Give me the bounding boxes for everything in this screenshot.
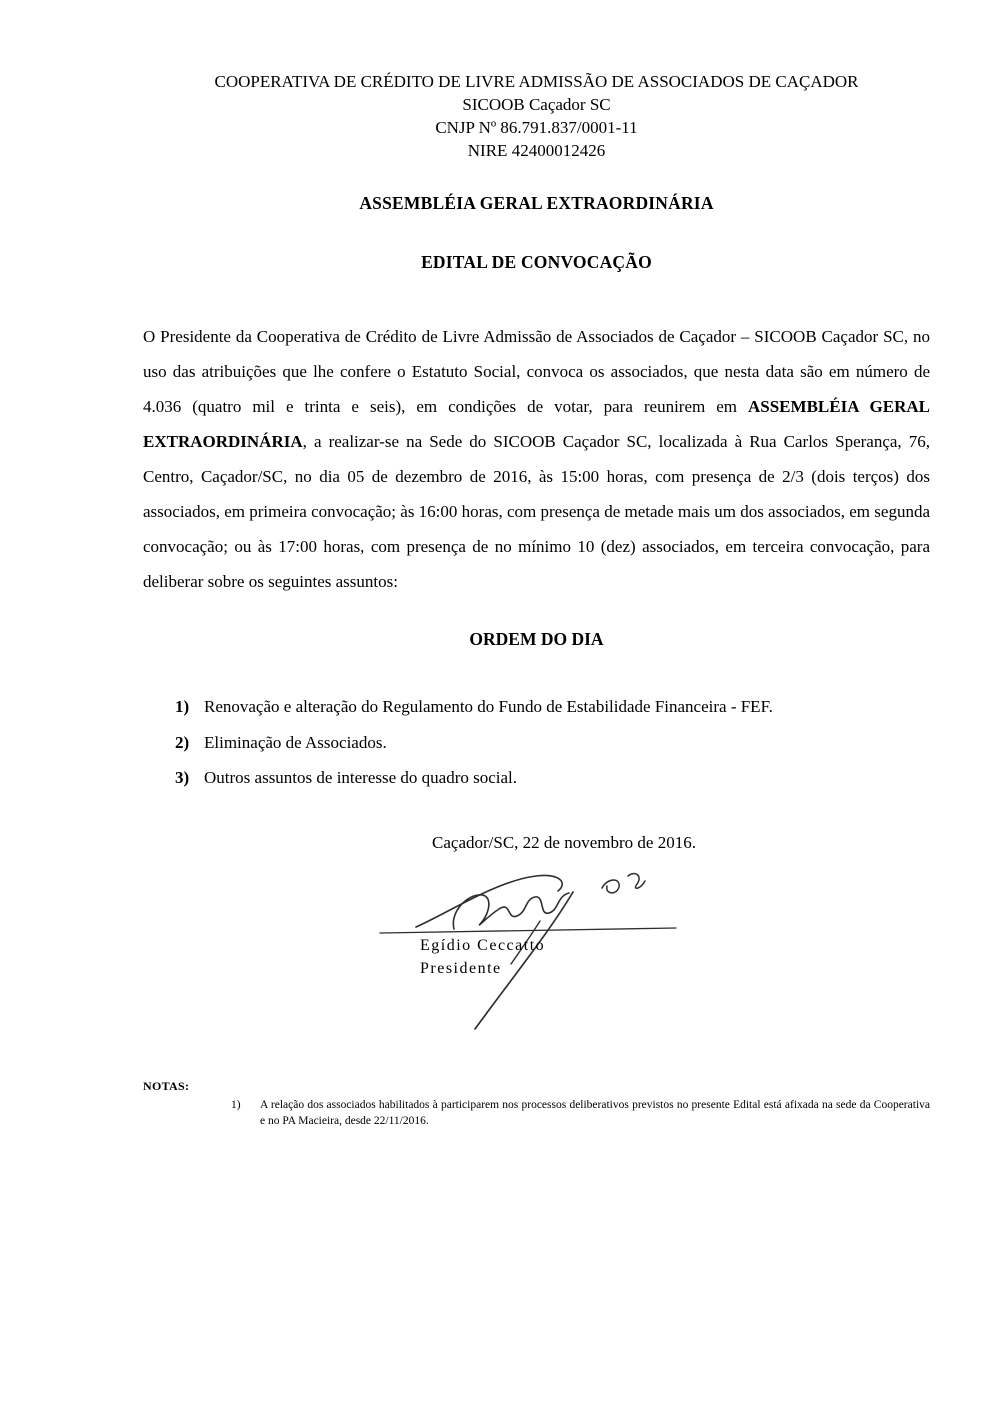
header-line-cnpj: CNJP Nº 86.791.837/0001-11 (435, 118, 638, 137)
signature-image (378, 869, 688, 1044)
signatory-role: Presidente (420, 959, 502, 977)
dateline: Caçador/SC, 22 de novembro de 2016. (432, 832, 696, 852)
agenda-item (143, 689, 930, 725)
signatory-name: Egídio Ceccatto (420, 936, 546, 954)
document-header (143, 70, 930, 162)
notes-label: NOTAS: (143, 1078, 190, 1093)
signature-block (143, 861, 930, 1079)
header-line-nire: NIRE 42400012426 (467, 141, 606, 160)
agenda-title: ORDEM DO DIA (469, 629, 604, 649)
convocation-paragraph (143, 319, 930, 599)
paragraph-part-1: O Presidente da Cooperativa de Crédito de Livre Admissão de Associados de Caçador – SICOOB Caçador SC, no uso das atribuições que lhe confere o Estatuto Social, convoca os associados, que nesta data são em número de 4.036 (quatro mil e trinta e seis), em condições de votar, para reunirem em (143, 327, 930, 416)
notes-section (143, 1079, 930, 1129)
agenda-item (143, 760, 930, 796)
agenda-item-text: Eliminação de Associados. (204, 732, 387, 752)
note-number: 1) (231, 1098, 241, 1111)
note-item (143, 1097, 930, 1129)
header-line-cooperative: COOPERATIVA DE CRÉDITO DE LIVRE ADMISSÃO DE ASSOCIADOS DE CAÇADOR (214, 72, 859, 91)
agenda-item (143, 725, 930, 761)
document-title: ASSEMBLÉIA GERAL EXTRAORDINÁRIA (359, 193, 714, 213)
agenda-item-number: 1) (175, 697, 190, 716)
paragraph-bold-title: ASSEMBLÉIA GERAL EXTRAORDINÁRIA (143, 397, 930, 451)
document-subtitle: EDITAL DE CONVOCAÇÃO (421, 252, 652, 272)
agenda-list (143, 689, 930, 796)
agenda-item-number: 2) (175, 732, 190, 752)
agenda-item-number: 3) (175, 768, 190, 787)
agenda-item-text: Renovação e alteração do Regulamento do Fundo de Estabilidade Financeira - FEF. (204, 697, 773, 716)
note-text: A relação dos associados habilitados à participarem nos processos deliberativos previstos no presente Edital está afixada na sede da Cooperativa e no PA Macieira, desde 22/11/2016. (260, 1098, 930, 1127)
header-line-sicoob: SICOOB Caçador SC (462, 95, 611, 114)
paragraph-part-2: , a realizar-se na Sede do SICOOB Caçador SC, localizada à Rua Carlos Sperança, 76, Centro, Caçador/SC, no dia 05 de dezembro de 2016, às 15:00 horas, com presença de 2/3 (dois terços) dos associados, em primeira convocação; às 16:00 horas, com presença de metade mais um dos associados, em segunda convocação; ou às 17:00 horas, com presença de no mínimo 10 (dez) associados, em terceira convocação, para deliberar sobre os seguintes assuntos: (143, 432, 930, 591)
agenda-item-text: Outros assuntos de interesse do quadro social. (204, 768, 518, 787)
